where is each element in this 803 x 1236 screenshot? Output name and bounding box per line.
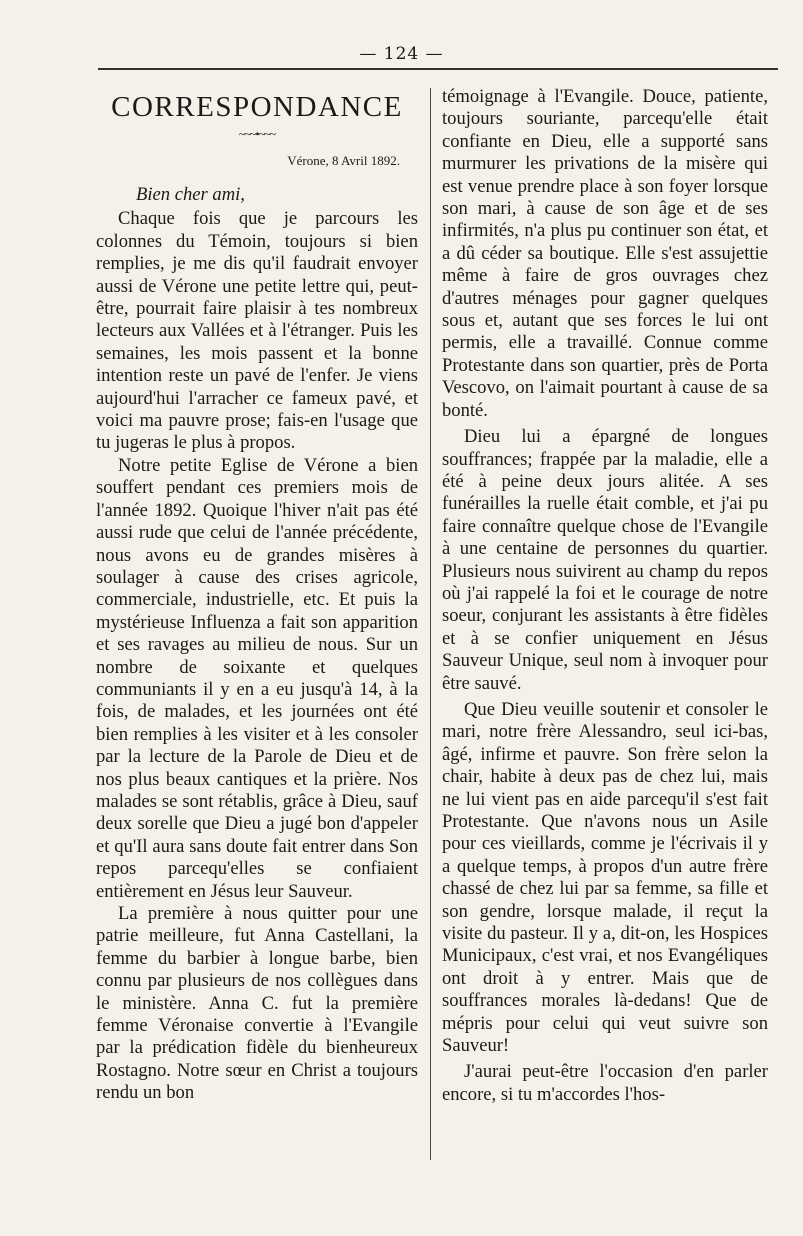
section-title: CORRESPONDANCE xyxy=(111,91,403,123)
column-divider xyxy=(430,88,431,1160)
dateline: Vérone, 8 Avril 1892. xyxy=(287,153,400,168)
page-number: — 124 — xyxy=(359,44,444,64)
paragraph: Chaque fois que je parcours les colonnes du Témoin, toujours si bien remplies, je me dis qu'il faudrait envoyer aussi de Vérone une petite lettre qui, peut-être, pourrait faire plaisir à tes nombreux lecteurs aux Vallées et à l'étranger. Puis les semaines, les mois passent et la bonne intention reste un pavé de l'enfer. Je viens aujourd'hui l'arracher ce fameux pavé, et voici ma pauvre prose; fais-en l'usage que tu jugeras le plus à propos. xyxy=(96,208,418,454)
salutation: Bien cher ami, xyxy=(136,184,245,205)
right-column xyxy=(442,86,768,1106)
paragraph: Dieu lui a épargné de longues souffrances; frappée par la maladie, elle a été à peine deux jours alitée. A ses funérailles la ruelle était comble, et j'ai pu faire connaître quelque chose de l'Evangile à une centaine de personnes du quartier. Plusieurs nous suivirent au champ du repos où j'ai rappelé la foi et le courage de notre soeur, conjurant les assistants à être fidèles et à se confier uniquement en Jésus Sauveur Unique, seul nom à invoquer pour être sauvé. xyxy=(442,426,768,694)
ornament-divider: ~~~•~~~ xyxy=(238,127,276,141)
header-rule xyxy=(98,68,778,70)
paragraph: Notre petite Eglise de Vérone a bien souffert pendant ces premiers mois de l'année 1892. Quoique l'hiver n'ait pas été aussi rude que celui de l'année précédente, nous avons eu de grandes misères à soulager à cause des crises agricole, commerciale, industrielle, etc. Et puis la mystérieuse Influenza a fait son apparition et ses ravages au milieu de nous. Sur un nombre de soixante et quelques communiants il y en a eu jusqu'à 14, à la fois, de malades, et les journées ont été bien remplies à les visiter et à les consoler par la lecture de la Parole de Dieu et de nos plus beaux cantiques et la prière. Nos malades se sont rétablis, grâce à Dieu, sauf deux sorelle que Dieu a jugé bon d'appeler et qu'Il aura sans doute fait entrer dans Son repos parcequ'elles se confiaient entièrement en Jésus leur Sauveur. xyxy=(96,454,418,902)
left-column xyxy=(96,86,418,1105)
paragraph: J'aurai peut-être l'occasion d'en parler encore, si tu m'accordes l'hos- xyxy=(442,1061,768,1105)
paragraph: La première à nous quitter pour une patrie meilleure, fut Anna Castellani, la femme du barbier à longue barbe, bien connu par plusieurs de nos collègues dans le ministère. Anna C. fut la première femme Véronaise convertie à l'Evangile par la prédication fidèle du bienheureux Rostagno. Notre sœur en Christ a toujours rendu un bon xyxy=(96,903,418,1104)
paragraph: témoignage à l'Evangile. Douce, patiente, toujours souriante, parcequ'elle était confiante en Dieu, elle a supporté sans murmurer les privations de la misère qui est venue prendre place à son foyer lorsque son mari, à cause de son âge et de ses infirmités, n'a plus pu continuer son état, et a dû céder sa boutique. Elle s'est assujettie même à faire de gros ouvrages chez d'autres ménages pour gagner quelques sous et, autant que ses forces le lui ont permis, elle a travaillé. Connue comme Protestante dans son quartier, près de Porta Vescovo, on l'aimait pourtant à cause de sa bonté. xyxy=(442,86,768,421)
paragraph: Que Dieu veuille soutenir et consoler le mari, notre frère Alessandro, seul ici-bas, âgé, infirme et pauvre. Son frère selon la chair, habite à deux pas de chez lui, mais ne lui vient pas en aide parcequ'il s'est fait Protestante. Que n'avons nous un Asile pour ces vieillards, comme je l'écrivais il y a quelque temps, à propos d'un autre frère chassé de chez lui par sa femme, sa fille et son gendre, lorsque malade, il reçut la visite du pasteur. Il y a, dit-on, les Hospices Municipaux, c'est vrai, et nos Evangéliques ont droit à y entrer. Mais que de souffrances morales là-dedans! Que de mépris pour celui qui veut suivre son Sauveur! xyxy=(442,698,768,1057)
